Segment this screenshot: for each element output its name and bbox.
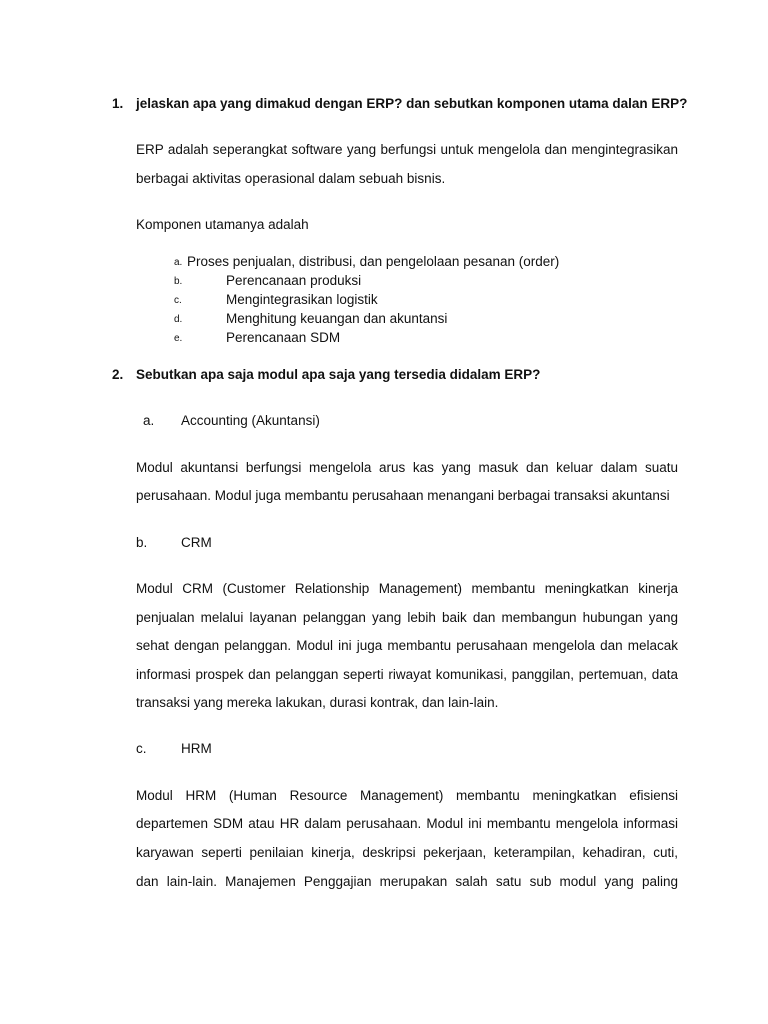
module-a-line-1: Modul akuntansi berfungsi mengelola arus kas yang masuk dan keluar dalam suatu (136, 460, 678, 475)
question-2-text: Sebutkan apa saja modul apa saja yang tersedia didalam ERP? (136, 367, 541, 382)
module-c-line-3: karyawan seperti penilaian kinerja, deskripsi pekerjaan, keterampilan, kehadiran, cuti, (136, 845, 678, 860)
module-b-line-3: sehat dengan pelanggan. Modul ini juga membantu perusahaan mengelola dan melacak (136, 638, 678, 653)
module-b-line-4: informasi prospek dan pelanggan seperti riwayat komunikasi, panggilan, pertemuan, data (136, 667, 678, 682)
module-b-title: CRM (181, 535, 212, 550)
module-c-line-4: dan lain-lain. Manajemen Penggajian merupakan salah satu sub modul yang paling (136, 874, 678, 889)
module-b-line-1: Modul CRM (Customer Relationship Management) membantu meningkatkan kinerja (136, 581, 678, 596)
answer-1-line-1: ERP adalah seperangkat software yang berfungsi untuk mengelola dan mengintegrasikan (136, 142, 678, 157)
component-item-d: Menghitung keuangan dan akuntansi (226, 311, 448, 326)
module-c-letter: c. (136, 741, 147, 756)
component-letter-b: b. (174, 276, 183, 287)
module-a-line-2: perusahaan. Modul juga membantu perusahaan menangani berbagai transaksi akuntansi (136, 488, 670, 503)
question-1-text: jelaskan apa yang dimakud dengan ERP? dan sebutkan komponen utama dalan ERP? (136, 96, 688, 111)
component-letter-d: d. (174, 314, 183, 325)
answer-1-line-2: berbagai aktivitas operasional dalam sebuah bisnis. (136, 171, 446, 186)
module-c-title: HRM (181, 741, 212, 756)
module-c-line-1: Modul HRM (Human Resource Management) membantu meningkatkan efisiensi (136, 788, 678, 803)
module-b-line-2: penjualan melalui layanan pelanggan yang lebih baik dan membangun hubungan yang (136, 610, 678, 625)
question-2-number: 2. (112, 367, 124, 382)
component-item-c: Mengintegrasikan logistik (226, 292, 378, 307)
components-intro: Komponen utamanya adalah (136, 217, 309, 232)
question-1-number: 1. (112, 96, 124, 111)
component-letter-a: a. (174, 257, 183, 268)
module-a-title: Accounting (Akuntansi) (181, 413, 320, 428)
module-b-letter: b. (136, 535, 148, 550)
module-a-letter: a. (143, 413, 155, 428)
module-c-line-2: departemen SDM atau HR dalam perusahaan. Modul ini membantu mengelola informasi (136, 816, 678, 831)
component-item-a: Proses penjualan, distribusi, dan pengelolaan pesanan (order) (187, 254, 560, 269)
module-b-line-5: transaksi yang mereka lakukan, durasi kontrak, dan lain-lain. (136, 695, 499, 710)
component-letter-c: c. (174, 295, 182, 306)
component-item-b: Perencanaan produksi (226, 273, 362, 288)
component-item-e: Perencanaan SDM (226, 330, 341, 345)
component-letter-e: e. (174, 333, 183, 344)
